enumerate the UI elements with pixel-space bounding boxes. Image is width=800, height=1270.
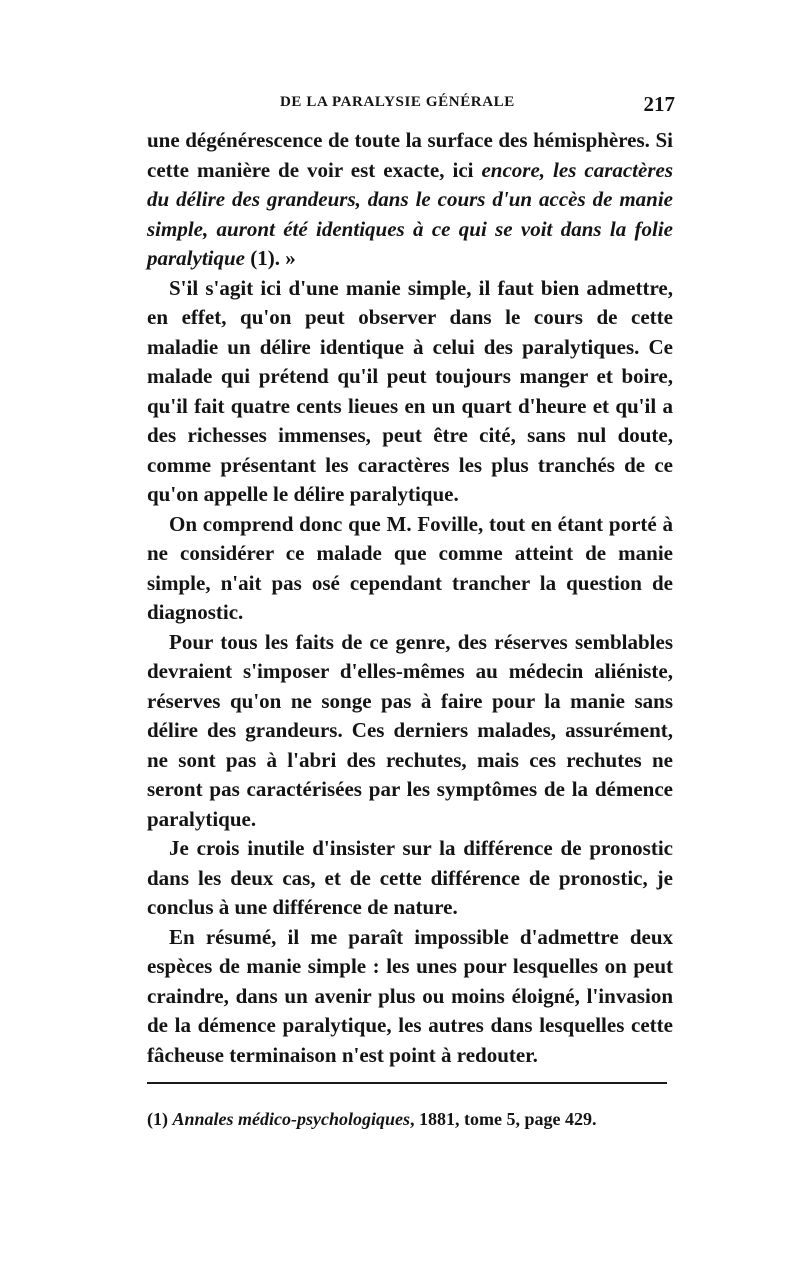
text-run: une dégénérescence de toute la surface des hémisphères. Si cette manière de voir est exacte, ici	[147, 128, 673, 182]
paragraph	[147, 274, 673, 510]
text-run: Je crois inutile d'insister sur la différence de pronostic dans les deux cas, et de cette différence de pronostic, je conclus à une différence de nature.	[147, 836, 673, 919]
paragraph	[147, 126, 673, 274]
text-run: Pour tous les faits de ce genre, des réserves semblables devraient s'imposer d'elles-mêmes au médecin aliéniste, réserves qu'on ne songe pas à faire pour la manie sans délire des grandeurs. Ces derniers malades, assurément, ne sont pas à l'abri des rechutes, mais ces rechutes ne seront pas caractérisées par les symptômes de la démence paralytique.	[147, 629, 673, 831]
text-run: (1). »	[245, 246, 296, 270]
footnote-journal: Annales médico-psychologiques	[172, 1109, 410, 1129]
page-number: 217	[643, 92, 675, 116]
footnote-marker: (1)	[147, 1109, 173, 1129]
running-head	[130, 92, 675, 120]
running-title: DE LA PARALYSIE GÉNÉRALE	[280, 94, 515, 110]
body-text	[147, 126, 673, 1070]
paragraph	[147, 628, 673, 835]
paragraph	[147, 510, 673, 628]
italic-run: encore, les caractères du délire des grandeurs, dans le cours d'un accès de manie simple, auront été identiques à ce qui se voit dans la folie paralytique	[147, 157, 674, 270]
footnote	[147, 1107, 673, 1131]
text-run: S'il s'agit ici d'une manie simple, il faut bien admettre, en effet, qu'on peut observer dans le cours de cette maladie un délire identique à celui des paralytiques. Ce malade qui prétend qu'il peut toujours manger et boire, qu'il fait quatre cents lieues en un quart d'heure et qu'il a des richesses immenses, peut être cité, sans nul doute, comme présentant les caractères les plus tranchés de ce qu'on appelle le délire paralytique.	[147, 275, 673, 506]
footnote-rule	[147, 1082, 667, 1084]
footnote-details: , 1881, tome 5, page 429.	[410, 1109, 597, 1129]
text-run: On comprend donc que M. Foville, tout en étant porté à ne considérer ce malade que comme atteint de manie simple, n'ait pas osé cependant trancher la question de diagnostic.	[147, 511, 673, 624]
paragraph	[147, 923, 673, 1071]
paragraph	[147, 834, 673, 923]
text-run: En résumé, il me paraît impossible d'admettre deux espèces de manie simple : les unes pour lesquelles on peut craindre, dans un avenir plus ou moins éloigné, l'invasion de la démence paralytique, les autres dans lesquelles cette fâcheuse terminaison n'est point à redouter.	[147, 924, 673, 1067]
